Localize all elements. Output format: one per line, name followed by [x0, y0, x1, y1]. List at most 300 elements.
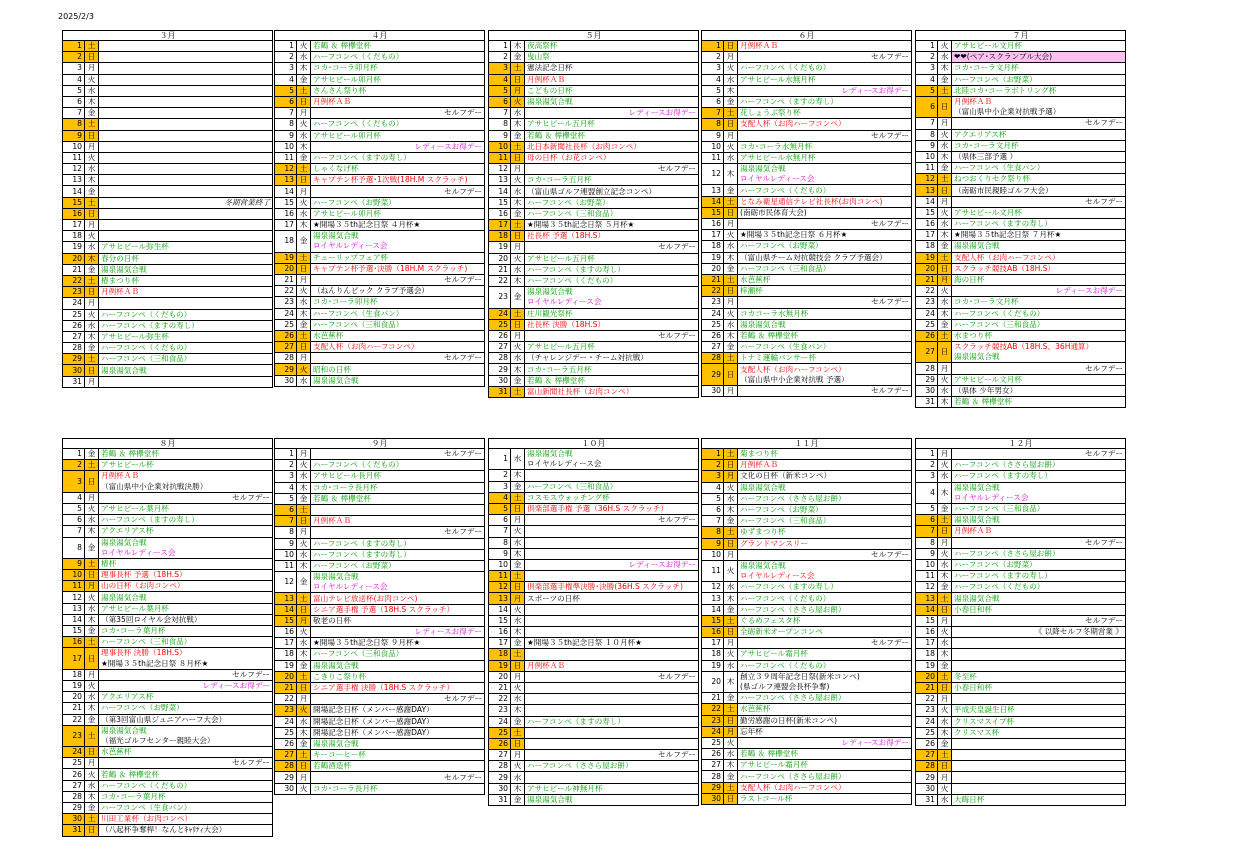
event-cell: コカ･コーラ葉月杯	[99, 791, 273, 802]
weekday: 土	[938, 593, 952, 604]
day-row	[63, 471, 273, 482]
day-number: 7	[916, 118, 938, 129]
day-row	[63, 242, 273, 253]
day-number: 24	[916, 308, 938, 319]
day-number: 29	[275, 364, 297, 375]
weekday: 木	[85, 614, 99, 625]
day-number: 13	[63, 603, 85, 614]
day-row	[63, 714, 273, 725]
day-row	[275, 308, 485, 319]
day-number: 19	[489, 242, 511, 253]
day-row	[63, 96, 273, 107]
weekday: 土	[724, 704, 738, 715]
day-number: 9	[489, 548, 511, 559]
month-table	[488, 438, 699, 806]
day-row	[916, 694, 1126, 705]
day-row	[916, 537, 1126, 548]
day-row	[702, 207, 912, 218]
day-row	[489, 386, 699, 397]
day-number: 26	[916, 738, 938, 749]
event-cell	[952, 761, 1126, 772]
event-cell: さんさん祭り杯	[311, 85, 485, 96]
day-row	[63, 637, 273, 648]
day-row	[63, 449, 273, 460]
day-row	[275, 682, 485, 693]
day-row	[916, 660, 1126, 671]
day-row	[63, 130, 273, 141]
weekday: 金	[938, 74, 952, 85]
day-number: 18	[63, 231, 85, 242]
day-row	[489, 481, 699, 492]
day-row	[489, 627, 699, 638]
day-number: 2	[702, 460, 724, 471]
weekday: 日	[724, 207, 738, 218]
day-number: 18	[916, 649, 938, 660]
weekday: 火	[297, 783, 311, 794]
day-row	[489, 716, 699, 727]
weekday: 水	[938, 559, 952, 570]
event-cell: ハーフコンペ（ささら屋お餅）	[738, 493, 912, 504]
event-cell: ハーフコンペ（くだもの）	[99, 309, 273, 320]
day-number: 27	[702, 342, 724, 353]
event-cell: ハーフコンペ（ますの寿し）	[525, 264, 699, 275]
day-row	[275, 263, 485, 274]
day-row	[275, 74, 485, 85]
day-row	[916, 738, 1126, 749]
event-cell	[525, 682, 699, 693]
event-cell: アクエリアス杯	[99, 692, 273, 703]
event-cell	[952, 660, 1126, 671]
day-row	[275, 197, 485, 208]
day-row	[489, 108, 699, 119]
weekday: 水	[938, 52, 952, 63]
day-number: 22	[275, 286, 297, 297]
day-row	[702, 582, 912, 593]
day-number: 11	[275, 560, 297, 571]
day-number: 18	[702, 649, 724, 660]
day-number: 25	[275, 319, 297, 330]
event-cell	[99, 52, 273, 63]
day-row	[489, 152, 699, 163]
day-row	[275, 527, 485, 538]
day-row	[275, 783, 485, 794]
event-cell: 若鶴 ＆ 榉欅堂杯	[99, 769, 273, 780]
event-cell	[525, 604, 699, 615]
event-cell: セルフデー	[952, 615, 1126, 626]
event-cell: ハーフコンペ（お野菜）	[952, 74, 1126, 85]
day-row	[916, 85, 1126, 96]
day-number: 10	[916, 559, 938, 570]
day-row	[275, 549, 485, 560]
event-cell: キャプテン杯予選･決勝（18H.M スクラッチ)	[311, 263, 485, 274]
day-row	[916, 174, 1126, 185]
event-cell: 湯泉湯気合戦	[738, 482, 912, 493]
weekday: 日	[85, 648, 99, 669]
weekday: 火	[297, 538, 311, 549]
day-number: 31	[916, 397, 938, 408]
day-row	[702, 726, 912, 737]
weekday: 月	[938, 274, 952, 285]
event-cell: レディースお得デー	[738, 85, 912, 96]
day-row	[702, 538, 912, 549]
event-cell: 湯泉湯気合戦	[952, 593, 1126, 604]
event-cell: 湯泉湯気合戦	[527, 287, 573, 297]
weekday: 木	[938, 727, 952, 738]
day-row	[275, 772, 485, 783]
weekday: 土	[85, 637, 99, 648]
month-table	[488, 30, 699, 398]
event-cell: グランドマンスリー	[738, 538, 912, 549]
event-cell: 湯泉湯気合戦	[311, 660, 485, 671]
event-cell: ハーフコンペ（三和食品）	[738, 263, 912, 274]
weekday: 火	[511, 342, 525, 353]
weekday: 月	[938, 449, 952, 460]
event-cell: セルフデー	[738, 638, 912, 649]
weekday: 日	[511, 74, 525, 85]
day-row	[489, 593, 699, 604]
event-cell: ロイヤルレディース会	[311, 582, 485, 593]
event-cell: ハーフコンペ（くだもの）	[311, 119, 485, 130]
day-row	[489, 503, 699, 514]
day-number: 10	[275, 549, 297, 560]
weekday: 土	[85, 725, 99, 746]
day-row	[489, 682, 699, 693]
event-cell: セルフデー	[311, 186, 485, 197]
day-row	[702, 782, 912, 793]
event-cell: ハーフコンペ（生食パン）	[738, 342, 912, 353]
day-row	[702, 560, 912, 571]
day-number: 6	[275, 504, 297, 515]
day-number: 29	[275, 772, 297, 783]
day-number: 16	[275, 208, 297, 219]
event-cell	[99, 298, 273, 309]
weekday: 月	[938, 694, 952, 705]
day-number: 28	[275, 761, 297, 772]
month-table	[915, 438, 1126, 806]
weekday: 日	[297, 761, 311, 772]
day-number: 27	[63, 780, 85, 791]
day-row	[702, 460, 912, 471]
weekday: 水	[85, 515, 99, 526]
day-row	[275, 572, 485, 583]
weekday: 日	[938, 526, 952, 537]
event-cell: レディースお得デー	[99, 680, 273, 691]
print-date: 2025/2/3	[58, 12, 94, 21]
event-cell	[99, 141, 273, 152]
day-row	[63, 570, 273, 581]
day-row	[702, 241, 912, 252]
event-cell: ★開場３５th記念日祭 １０月杯★	[525, 638, 699, 649]
event-cell: （チャレンジデー・チーム対抗戦）	[525, 353, 699, 364]
weekday: 木	[938, 151, 952, 162]
event-cell: アサヒビール弥生杯	[99, 331, 273, 342]
day-row	[63, 558, 273, 569]
day-number: 24	[63, 747, 85, 758]
event-cell: コカ･コーラ水無月杯	[738, 141, 912, 152]
day-number: 22	[489, 275, 511, 286]
weekday: 水	[511, 353, 525, 364]
day-number: 30	[275, 783, 297, 794]
weekday: 木	[938, 649, 952, 660]
weekday: 水	[297, 208, 311, 219]
weekday: 火	[297, 364, 311, 375]
day-row	[489, 571, 699, 582]
weekday: 日	[85, 747, 99, 758]
event-cell	[525, 470, 699, 481]
event-cell: となみ衛星通信テレビ社長杯(お肉コンペ)	[738, 196, 912, 207]
day-number: 22	[63, 275, 85, 286]
day-number: 16	[63, 637, 85, 648]
weekday: 月	[297, 527, 311, 538]
day-row	[63, 141, 273, 152]
day-number: 9	[489, 130, 511, 141]
day-row	[916, 482, 1126, 493]
weekday: 土	[297, 671, 311, 682]
day-row	[916, 761, 1126, 772]
event-cell: 湯泉湯気合戦	[99, 592, 273, 603]
day-row	[489, 342, 699, 353]
month-title: ３月	[63, 31, 273, 41]
day-row	[275, 342, 485, 353]
event-cell: ハーフコンペ（ますの寿し）	[738, 96, 912, 107]
day-number: 25	[63, 309, 85, 320]
event-cell: 開場記念日杯（メンバー感謝DAY）	[311, 716, 485, 727]
weekday: 金	[511, 638, 525, 649]
day-number: 26	[489, 738, 511, 749]
weekday: 水	[938, 471, 952, 482]
day-number: 17	[275, 220, 297, 231]
weekday: 金	[297, 660, 311, 671]
day-number: 1	[702, 41, 724, 52]
weekday: 日	[297, 342, 311, 353]
day-number: 25	[275, 727, 297, 738]
weekday: 木	[85, 703, 99, 714]
day-row	[275, 85, 485, 96]
weekday: 火	[297, 119, 311, 130]
event-cell: 理事長杯 予選（18H.S）	[99, 570, 273, 581]
event-cell: 水まつり杯	[952, 330, 1126, 341]
event-cell	[99, 130, 273, 141]
day-row	[489, 548, 699, 559]
event-cell: アサヒビール卯月杯	[311, 130, 485, 141]
weekday: 日	[85, 570, 99, 581]
event-cell: アサヒビール葉月杯	[99, 603, 273, 614]
weekday: 土	[938, 252, 952, 263]
day-row	[702, 693, 912, 704]
event-cell: (南砺市民体育大会)	[738, 207, 912, 218]
day-row	[916, 727, 1126, 738]
weekday: 金	[85, 803, 99, 814]
day-row	[275, 638, 485, 649]
day-number: 26	[489, 330, 511, 341]
event-cell	[952, 783, 1126, 794]
weekday: 水	[297, 297, 311, 308]
event-cell: 水芭蕉杯	[311, 330, 485, 341]
event-cell: 月例杯ＡＢ	[525, 74, 699, 85]
event-cell: (県ゴルフ連盟会長杯争奪)	[738, 682, 912, 693]
weekday: 火	[85, 503, 99, 514]
event-cell	[525, 615, 699, 626]
day-row	[916, 783, 1126, 794]
weekday: 日	[724, 715, 738, 726]
weekday: 火	[938, 627, 952, 638]
event-cell: ハーフコンペ（三和食品）	[952, 503, 1126, 514]
day-number: 1	[489, 449, 511, 470]
weekday: 日	[724, 627, 738, 638]
event-cell: セルフデー	[952, 363, 1126, 374]
weekday: 金	[511, 375, 525, 386]
day-number: 12	[489, 164, 511, 175]
weekday: 金	[85, 449, 99, 460]
weekday: 月	[297, 353, 311, 364]
day-row	[489, 197, 699, 208]
day-number: 25	[489, 727, 511, 738]
day-row	[702, 793, 912, 804]
day-number: 17	[702, 230, 724, 241]
day-row	[63, 747, 273, 758]
weekday: 月	[511, 85, 525, 96]
event-cell: ハーフコンペ（三和食品）	[738, 516, 912, 527]
day-row	[916, 716, 1126, 727]
day-row	[489, 492, 699, 503]
weekday: 水	[938, 385, 952, 396]
day-number: 10	[63, 570, 85, 581]
event-cell: 月例杯ＡＢ	[99, 287, 273, 298]
day-number: 30	[275, 375, 297, 386]
day-row	[63, 309, 273, 320]
event-cell: （富山県中小企業対抗戦決勝）	[99, 482, 273, 493]
day-row	[702, 96, 912, 107]
day-number: 19	[275, 252, 297, 263]
day-number: 16	[916, 219, 938, 230]
event-cell: 春分の日杯	[99, 253, 273, 264]
day-number: 9	[275, 538, 297, 549]
day-row	[489, 783, 699, 794]
day-number: 3	[489, 481, 511, 492]
weekday: 土	[724, 527, 738, 538]
day-row	[63, 680, 273, 691]
day-row	[916, 515, 1126, 526]
weekday: 木	[297, 63, 311, 74]
event-cell: 開場記念日杯（メンバー感謝DAY）	[311, 727, 485, 738]
day-row	[275, 108, 485, 119]
day-number: 26	[916, 330, 938, 341]
event-cell: 大晦日杯	[952, 794, 1126, 805]
day-number: 25	[63, 758, 85, 769]
day-number: 20	[275, 671, 297, 682]
day-number: 12	[916, 582, 938, 593]
day-number: 28	[702, 771, 724, 782]
weekday: 月	[297, 274, 311, 285]
day-number: 20	[489, 253, 511, 264]
event-cell: 湯泉湯気合戦	[738, 319, 912, 330]
event-cell: 支配人杯（お肉ハーフコンペ）	[738, 782, 912, 793]
day-number: 1	[275, 41, 297, 52]
day-row	[489, 52, 699, 63]
day-number: 27	[275, 750, 297, 761]
day-number: 30	[916, 783, 938, 794]
event-cell: （八起杯争奪桿！なんとｷｬﾘﾃｨ大会）	[99, 825, 273, 836]
event-cell: セルフデー	[738, 385, 912, 396]
day-number: 6	[275, 96, 297, 107]
event-cell: ゆずまつり杯	[738, 527, 912, 538]
month-title: １２月	[916, 439, 1126, 449]
event-cell: ハーフコンペ（三和食品）	[311, 319, 485, 330]
event-cell: ハーフコンペ（お野菜）	[738, 504, 912, 515]
weekday: 土	[724, 196, 738, 207]
event-cell: 湯泉湯気合戦	[311, 738, 485, 749]
day-row	[63, 41, 273, 52]
day-number: 5	[489, 85, 511, 96]
day-row	[275, 175, 485, 186]
day-row	[489, 308, 699, 319]
day-row	[63, 803, 273, 814]
event-cell: ハーフコンペ（三和食品）	[99, 637, 273, 648]
event-cell: 支配人杯（お肉ハーフコンペ）	[738, 119, 912, 130]
event-cell: アサヒビール卯月杯	[311, 74, 485, 85]
event-cell: 全砺新米オープンコンペ	[738, 627, 912, 638]
weekday: 木	[724, 504, 738, 515]
day-row	[275, 152, 485, 163]
event-cell: アサヒビール杯	[99, 460, 273, 471]
day-row	[489, 794, 699, 805]
event-cell: キャプテン杯予選･1次戦(18H.M スクラッチ)	[311, 175, 485, 186]
day-row	[489, 375, 699, 386]
event-cell	[525, 537, 699, 548]
event-cell: 冬期営業終了	[99, 197, 273, 208]
day-number: 15	[275, 615, 297, 626]
day-number: 4	[916, 74, 938, 85]
event-cell	[525, 571, 699, 582]
event-cell: ハーフコンペ（三和食品）	[952, 319, 1126, 330]
day-row	[489, 750, 699, 761]
day-number: 4	[275, 74, 297, 85]
weekday: 木	[85, 96, 99, 107]
weekday: 日	[297, 263, 311, 274]
weekday: 木	[511, 275, 525, 286]
weekday: 月	[724, 219, 738, 230]
day-row	[702, 108, 912, 119]
day-number: 13	[916, 185, 938, 196]
day-number: 14	[275, 186, 297, 197]
day-number: 31	[489, 386, 511, 397]
event-cell: 水芭蕉杯	[738, 274, 912, 285]
day-number: 7	[916, 526, 938, 537]
event-cell: ハーフコンペ（お野菜）	[738, 241, 912, 252]
day-number: 8	[702, 119, 724, 130]
weekday: 火	[297, 705, 311, 716]
event-cell: アサヒビール卯月杯	[311, 208, 485, 219]
day-number: 29	[916, 374, 938, 385]
day-number: 4	[275, 482, 297, 493]
day-number: 12	[702, 582, 724, 593]
weekday: 日	[724, 460, 738, 471]
event-cell: ハーフコンペ（お野菜）	[99, 703, 273, 714]
month-title: １０月	[489, 439, 699, 449]
event-cell: ハーフコンペ（お野菜）	[952, 559, 1126, 570]
weekday: 月	[85, 63, 99, 74]
event-cell: レディースお得デー	[525, 108, 699, 119]
event-cell: 花しょうぶ祭り杯	[738, 108, 912, 119]
day-row	[702, 164, 912, 175]
day-number: 29	[702, 364, 724, 385]
event-cell: アサヒビール文月杯	[952, 207, 1126, 218]
day-row	[916, 230, 1126, 241]
weekday: 金	[297, 152, 311, 163]
day-number: 31	[489, 794, 511, 805]
weekday: 木	[938, 571, 952, 582]
event-cell: 菊まつり杯	[738, 449, 912, 460]
